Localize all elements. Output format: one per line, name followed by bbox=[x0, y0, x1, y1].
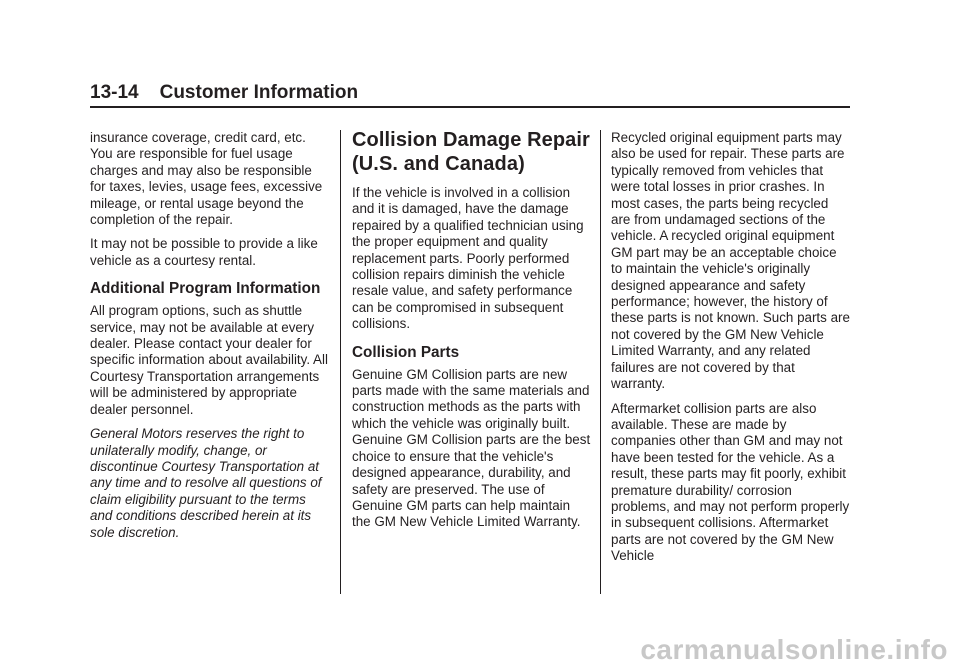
paragraph: If the vehicle is involved in a collision and it is damaged, have the damage repaired by a qualified technician using the proper equipment and quality replacement parts. Poorly performed collision repairs diminish the vehicle resale value, and safety performance can be compromised in subsequent collisions. bbox=[352, 185, 584, 332]
header-text bbox=[90, 82, 358, 104]
text-column-2 bbox=[352, 130, 592, 539]
italic-paragraph: General Motors reserves the right to unilaterally modify, change, or discontinue Courtesy Transportation at any time and to resolve all questions of claim eligibility pursuant to the terms and conditions described herein at its sole discretion. bbox=[90, 426, 322, 540]
paragraph: Genuine GM Collision parts are new parts made with the same materials and construction methods as the parts with which the vehicle was originally built. Genuine GM Collision parts are the best choice to ensure that the vehicle's designed appearance, durability, and safety are preserved. The use of Genuine GM parts can help maintain the GM New Vehicle Limited Warranty. bbox=[352, 366, 591, 530]
paragraph: Recycled original equipment parts may also be used for repair. These parts are typically removed from vehicles that were total losses in prior crashes. In most cases, the parts being recycled are from undamaged sections of the vehicle. A recycled original equipment GM part may be an acceptable choice to maintain the vehicle's originally designed appearance and safety performance; however, the history of these parts is not known. Such parts are not covered by the GM New Vehicle Limited Warranty, and any related failures are not covered by that warranty. bbox=[611, 130, 850, 392]
page-header bbox=[90, 80, 850, 108]
section-heading: Collision Damage Repair (U.S. and Canada) bbox=[352, 129, 590, 175]
paragraph: All program options, such as shuttle service, may not be available at every dealer. Please contact your dealer for specific information about availability. All Courtesy Transportation arrangements will be administered by appropriate dealer personnel. bbox=[90, 303, 328, 417]
page-number: 13-14 bbox=[90, 82, 139, 103]
subsection-heading: Collision Parts bbox=[352, 343, 460, 361]
paragraph: Aftermarket collision parts are also available. These are made by companies other than GM and may not have been tested for the vehicle. As a result, these parts may fit poorly, exhibit premature durability/ corrosion problems, and may not perform properly in subsequent collisions. Aftermarket parts are not covered by the GM New Vehicle bbox=[611, 400, 850, 564]
text-column-3 bbox=[611, 130, 851, 573]
text-column-1 bbox=[90, 130, 330, 549]
subsection-heading: Additional Program Information bbox=[90, 280, 321, 298]
watermark: carmanualsonline.info bbox=[640, 634, 948, 665]
section-title: Customer Information bbox=[159, 82, 359, 103]
column-divider bbox=[340, 130, 341, 594]
paragraph: It may not be possible to provide a like vehicle as a courtesy rental. bbox=[90, 236, 318, 268]
column-divider bbox=[600, 130, 601, 594]
paragraph: insurance coverage, credit card, etc. You are responsible for fuel usage charges and may also be responsible for taxes, levies, usage fees, excessive mileage, or rental usage beyond the completion of the repair. bbox=[90, 130, 323, 228]
